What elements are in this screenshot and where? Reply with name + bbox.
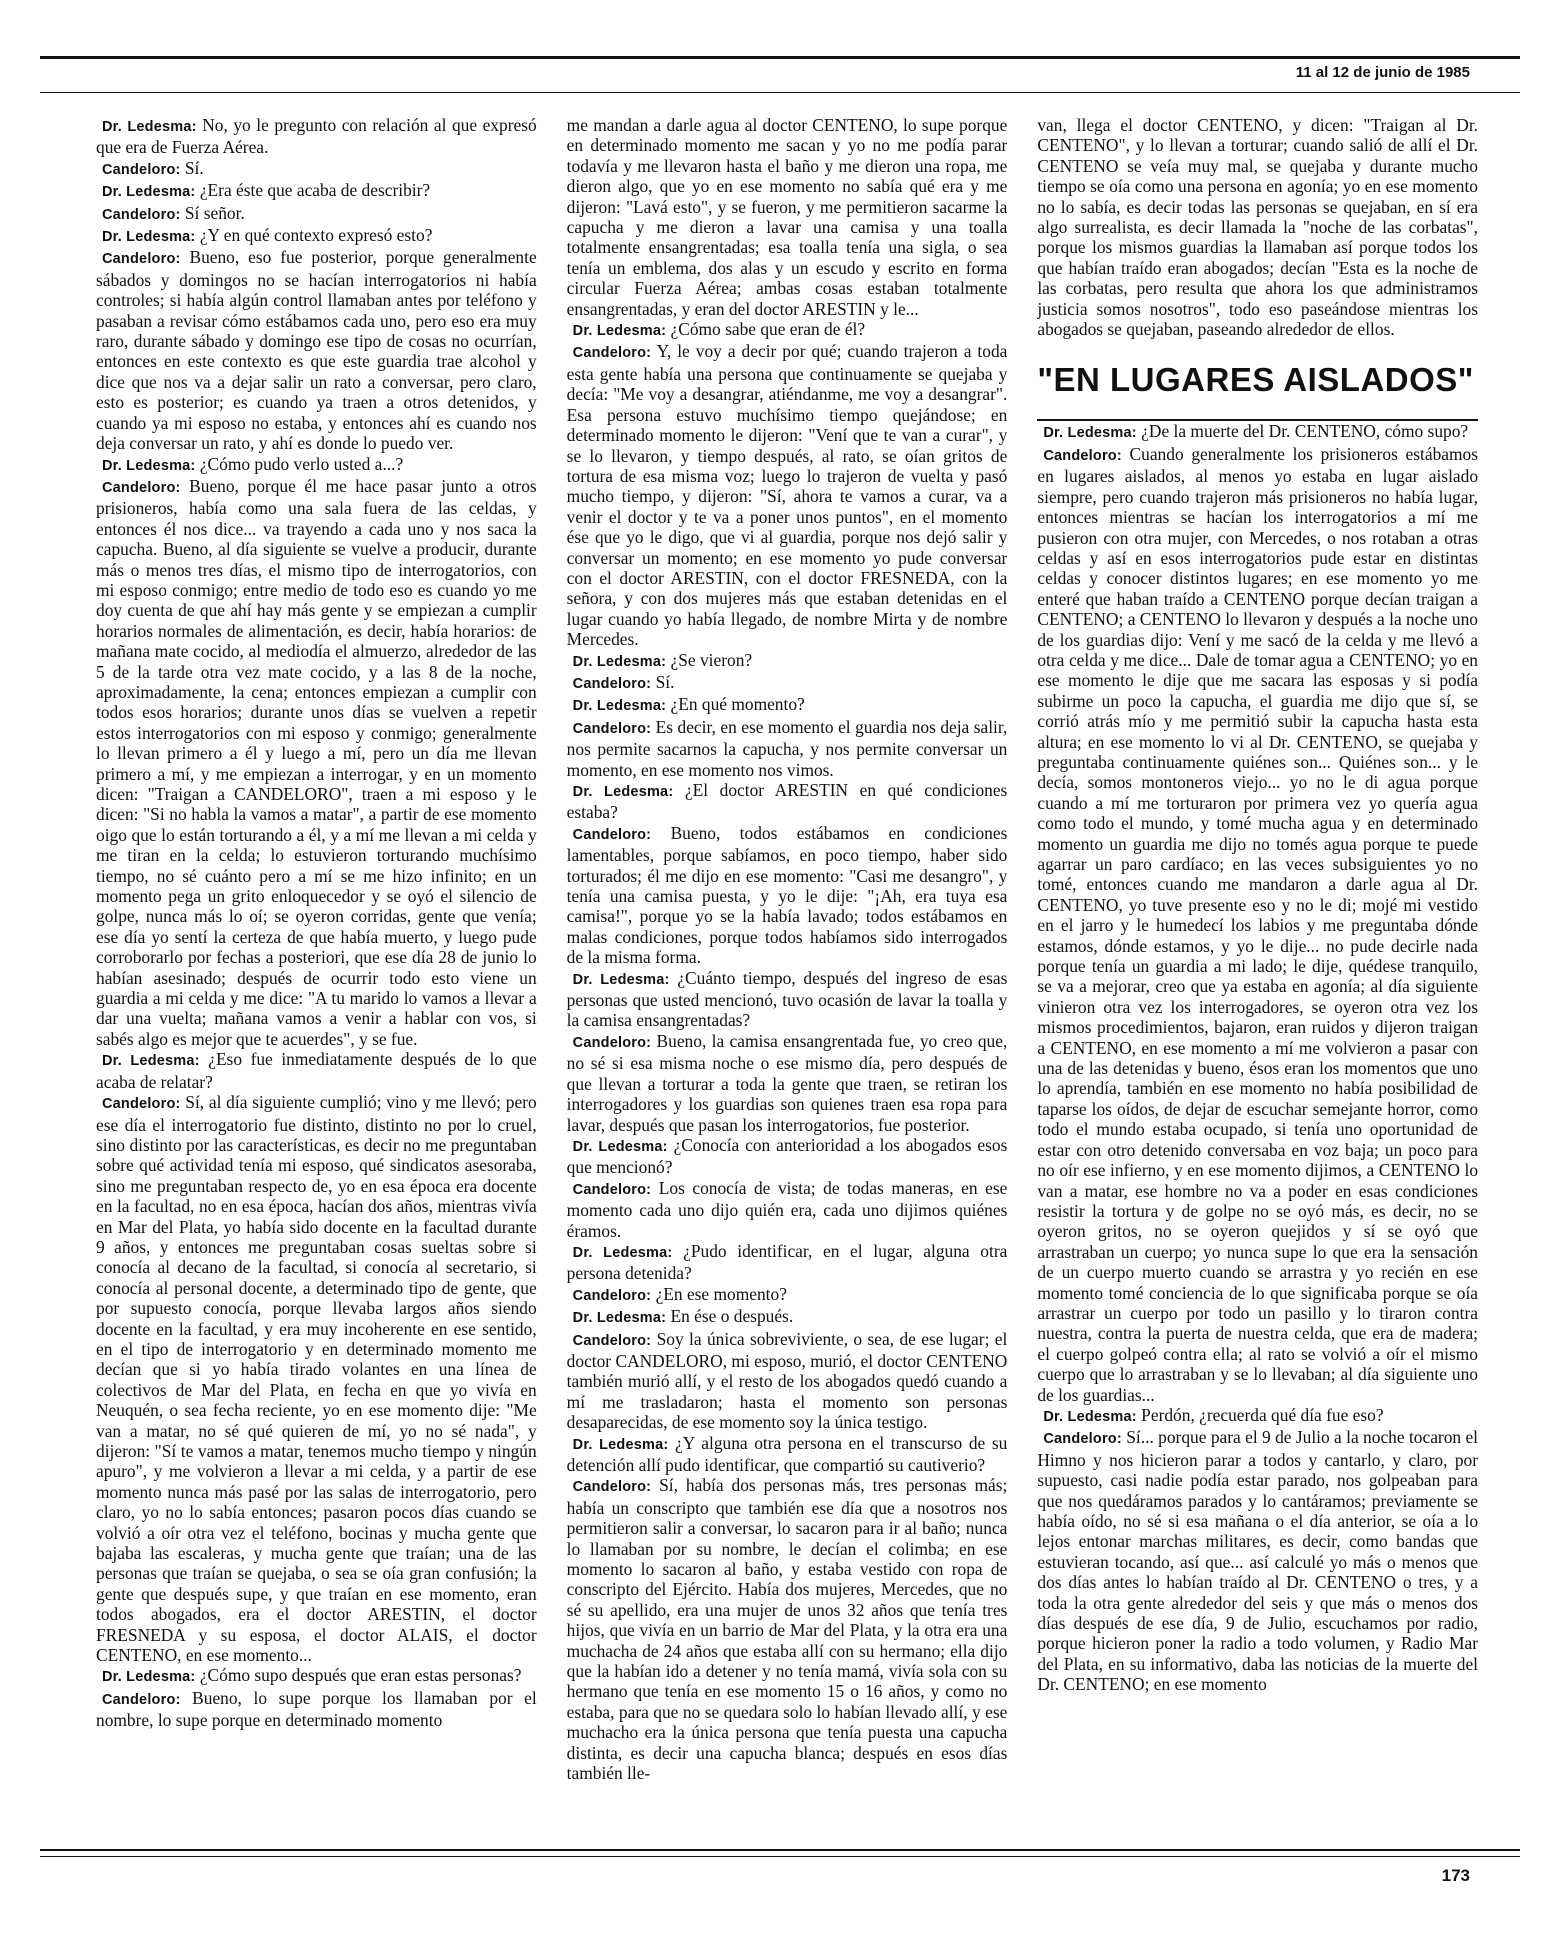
speaker-label: Dr. Ledesma: xyxy=(572,653,667,670)
speaker-label: Dr. Ledesma: xyxy=(102,1669,196,1686)
header-thin-rule xyxy=(40,92,1520,93)
dialogue-text: Bueno, la camisa ensangrentada fue, yo creo que, no sé si esa misma noche o ese mismo día, pero después de que llevan a torturar a toda la gente que traen, se retiran los interrogadores y los guardias son quienes traen esa ropa para lavar, después que pasan los interrogatorios, fue posterior. xyxy=(566,1030,1008,1135)
dialogue-text: Soy la única sobreviviente, o sea, de ese lugar; el doctor CANDELORO, mi esposo, murió, el doctor CENTENO también murió allí, y el resto de los abogados quedó cuando a mí me trasladaron; hasta el momento son personas desaparecidas, de ese momento soy la única testigo. xyxy=(566,1328,1008,1433)
dialogue-paragraph xyxy=(567,115,1008,319)
speaker-label: Candeloro: xyxy=(572,1479,652,1496)
dialogue-text: Bueno, eso fue posterior, porque generalmente sábados y domingos no se hacían interrogatorios ni había controles; si había algún control llamaban antes por teléfono y pasaban a revisar cómo estábamos cada uno, pero eso era muy raro, durante sábado y domingo ese tipo de cosas no ocurrían, entonces en este contexto es que este guardia trae alcohol y dice que nos va a dejar salir un rato a conversar, pero claro, esto es posterior; es cuando ya traen a otros detenidos, y cuando ya mi esposo no estaba, y entonces ahí es cuando nos deja conversar un rato, y ahí es donde lo puedo ver. xyxy=(96,247,537,454)
speaker-label: Candeloro: xyxy=(102,1096,181,1113)
dialogue-text: Bueno, porque él me hace pasar junto a otros prisioneros, había como una sala fuera de las celdas, y entonces él nos dice... va trayendo a cada uno y nos saca la capucha. Bueno, al día siguiente se vuelve a producir, durante más o menos tres días, el mismo tipo de interrogatorios, con mi esposo conmigo; entre medio de todo eso es cuando yo me doy cuenta de que ahí hay más gente y se empiezan a cumplir horarios normales de alimentación, es decir, había horarios: de mañana mate cocido, al mediodía el almuerzo, alrededor de las 5 de la tarde otra vez mate cocido, y a las 8 de la noche, aproximadamente, la cena; entonces empiezan a cumplir con todos esos horarios; durante unos días se vuelven a repetir estos interrogatorios con mi esposo y conmigo; generalmente lo llevan primero a él y luego a mí, pero un día me llevan primero a mí, y me empiezan a interrogar, y en un momento dicen: "Traigan a CANDELORO", traen a mi esposo y le dicen: "Si no habla la vamos a matar", a partir de ese momento oigo que lo están torturando a él, y a mí me llevan a mi celda y me tiran en la celda; lo estuvieron torturando muchísimo tiempo, no sé cuánto pero a mí se me hizo infinito; en un momento pega un grito enloquecedor y se oyó el silencio de golpe, nunca más lo oí; se oyeron corridas, gente que venía; ese día yo sentí la certeza de que había muerto, y luego pude corroborarlo por fechas a posteriori, que ese día 28 de junio lo habían asesinado; después de ocurrir todo esto viene un guardia a mi celda y me dice: "A tu marido lo vamos a llevar a dar una vuelta; mañana vamos a venir a hablar con vos, si sabés algo es mejor que te acuerdes", y se fue. xyxy=(96,475,537,1049)
dialogue-text: Los conocía de vista; de todas maneras, en ese momento cada uno dijo quién era, cada uno dijimos quiénes éramos. xyxy=(566,1177,1008,1241)
dialogue-text: En ése o después. xyxy=(670,1306,794,1327)
dialogue-text: ¿Pudo identificar, en el lugar, alguna otra persona detenida? xyxy=(566,1240,1008,1284)
speaker-label: Candeloro: xyxy=(102,479,181,496)
speaker-label: Candeloro: xyxy=(572,1034,652,1051)
dialogue-text: van, llega el doctor CENTENO, y dicen: "Traigan al Dr. CENTENO", y lo llevan a torturar; cuando salió de allí el Dr. CENTENO se veía muy mal, se quejaba y durante mucho tiempo se oía como una persona en agonía; yo en ese momento no lo sabía, es decir todas las personas se quejaban, en sí era algo surrealista, es decir llamada la "noche de las corbatas", porque los mismos guardias la llamaban así porque todos los que habían traído eran abogados; decían "Esta es la noche de las corbatas, pero resulta que ahora los que administramos justicia somos nosotros", todo eso paseándose mientras los abogados se quejaban, paseando alrededor de ellos. xyxy=(1037,115,1478,340)
dialogue-paragraph xyxy=(567,694,1008,716)
dialogue-text: Bueno, lo supe porque los llamaban por el nombre, lo supe porque en determinado momento xyxy=(96,1687,537,1731)
dialogue-paragraph xyxy=(567,780,1008,823)
dialogue-text: ¿Cómo supo después que eran estas personas? xyxy=(199,1665,522,1686)
dialogue-paragraph xyxy=(96,180,537,202)
dialogue-paragraph xyxy=(567,650,1008,672)
dialogue-paragraph xyxy=(567,1306,1008,1328)
speaker-label: Dr. Ledesma: xyxy=(102,229,196,246)
dialogue-paragraph xyxy=(567,319,1008,341)
speaker-label: Dr. Ledesma: xyxy=(102,457,196,474)
dialogue-paragraph xyxy=(567,1031,1008,1135)
dialogue-text: Sí, al día siguiente cumplió; vino y me llevó; pero ese día el interrogatorio fue distinto, distinto no por lo cruel, sino distinto por las características, es decir no me preguntaban sobre qué actividad tenía mi esposo, qué sindicatos asesoraba, sino me preguntaban respecto de, yo en esa época era docente en la facultad, no en esa época, hacían dos años, mientras vivía en Mar del Plata, yo había sido docente en la facultad durante 9 años, y entonces me preguntaban cosas sueltas sobre si conocía al decano de la facultad, si conocía al secretario, si conocía al personal docente, a determinado tipo de gente, que por supuesto conocía, porque llevaba largos años siendo docente en la facultad, y era muy incoherente en ese sentido, en el tipo de interrogatorio y en determinado momento me decían que si yo había tirado volantes en una línea de colectivos de Mar del Plata, en fecha en que yo vivía en Neuquén, o sea fecha reciente, yo en ese momento dije: "Me van a matar, no sé qué quieren de mí, yo no sé nada", y dijeron: "Sí te vamos a matar, tenemos mucho tiempo y ningún apuro", y me volvieron a llevar a mi celda, y a partir de ese momento nunca más pasé por las salas de interrogatorio, pero claro, yo no lo sabía entonces; pasaron pocos días cuando se volvió a oír otra vez el teléfono, bocinas y mucha gente que bajaba las escaleras, y mucha gente que traían; una de las personas que traían se quejaba, o sea se oía gran confusión; la gente que después supe, y que traían en ese momento, eran todos abogados, era el doctor ARESTIN, el doctor FRESNEDA y su esposa, el doctor ALAIS, el doctor CENTENO, en ese momento... xyxy=(96,1092,537,1666)
dialogue-paragraph xyxy=(567,1433,1008,1476)
dialogue-paragraph xyxy=(567,1475,1008,1783)
dialogue-paragraph xyxy=(1037,421,1478,443)
dialogue-text: Y, le voy a decir por qué; cuando trajeron a toda esta gente había una persona que continuamente se quejaba y decía: "Me voy a desangrar, atiéndanme, me voy a desangrar". Esa persona estuvo muchísimo tiempo quejándose; en determinado momento le dijeron: "Vení que te van a curar", y se lo llevaron, y tiempo después, al rato, se oían gritos de tortura de esa misma voz; luego lo trajeron de vuelta y pasó mucho tiempo, y dijeron: "Sí, ahora te vamos a curar, va a venir el doctor y te va a poner unos puntos", en el momento ése que yo le digo, que vi al guardia, porque nos dejó salir y conversar un momento; en ese momento yo pude conversar con el doctor ARESTIN, con el doctor FRESNEDA, con la señora, y con dos mujeres más que estaban detenidas en el lugar cuando yo había llegado, de nombre Mirta y de nombre Mercedes. xyxy=(566,341,1008,650)
speaker-label: Dr. Ledesma: xyxy=(1043,1408,1137,1425)
dialogue-paragraph xyxy=(567,341,1008,649)
speaker-label: Dr. Ledesma: xyxy=(572,1436,669,1453)
dialogue-paragraph xyxy=(567,672,1008,694)
speaker-label: Dr. Ledesma: xyxy=(102,184,196,201)
dialogue-text: ¿Conocía con anterioridad a los abogados esos que mencionó? xyxy=(566,1134,1008,1178)
speaker-label: Dr. Ledesma: xyxy=(572,698,667,715)
dialogue-text: ¿Cuánto tiempo, después del ingreso de esas personas que usted mencionó, tuvo ocasión de lavar la toalla y la camisa ensangrentadas? xyxy=(566,967,1008,1031)
dialogue-paragraph xyxy=(96,247,537,453)
header-date: 11 al 12 de junio de 1985 xyxy=(1295,64,1470,81)
dialogue-text: ¿Y en qué contexto expresó esto? xyxy=(199,225,433,246)
speaker-label: Candeloro: xyxy=(102,1691,181,1708)
dialogue-text: ¿Se vieron? xyxy=(670,649,753,670)
dialogue-text: me mandan a darle agua al doctor CENTENO, lo supe porque en determinado momento me sacan y yo no me podía parar todavía y me llevaron hasta el baño y me dieron una ropa, me dieron algo, que yo en ese momento no sabía qué era y me dijeron: "Lavá esto", y se fueron, y me permitieron sacarme la capucha y me dieron a lavar una camisa y una toalla totalmente ensangrentadas; esa toalla tenía una sigla, o sea tenía un emblema, dos alas y un escudo y escrito en forma circular Fuerza Aérea; ambas cosas estaban totalmente ensangrentadas, y eran del doctor ARESTIN y le... xyxy=(566,115,1008,319)
section-heading: "EN LUGARES AISLADOS" xyxy=(1037,361,1474,399)
dialogue-text: No, yo le pregunto con relación al que expresó que era de Fuerza Aérea. xyxy=(96,115,537,158)
header-rule xyxy=(40,56,1520,59)
dialogue-text: Sí señor. xyxy=(184,202,245,223)
dialogue-paragraph xyxy=(1037,444,1478,1405)
dialogue-text: Cuando generalmente los prisioneros estábamos en lugares aislados, al menos yo estaba en lugar aislado siempre, pero cuando trajeron más prisioneros no había lugar, entonces mientras se hacían los interrogatorios a mí me pusieron con otra mujer, con Mercedes, o nos rotaban a otras celdas y así en esos interrogatorios pude estar en distintas celdas y conocer distintos lugares; en ese momento yo me enteré que haban traído a CENTENO porque decían traigan a CENTENO; a CENTENO lo llevaron y después a la noche uno de los guardias dijo: Vení y me sacó de la celda y me llevó a otra celda y me dice... Dale de tomar agua a CENTENO; yo en ese momento le dije que me sacara las esposas y si podía subirme un poco la capucha, el guardia me dijo que sí, se corrió atrás mío y me permitió subir la capucha hasta esta altura; en ese momento lo vi al Dr. CENTENO, se quejaba y preguntaba continuamente quiénes son... Quiénes son... y le decía, somos montoneros viejo... yo no le di agua porque cuando a mí me torturaron por primera vez yo quería agua como todo el mundo, y tomé mucha agua y en determinado momento un guardia me dijo no tomés agua porque te puede agarrar un paro cardíaco; en las veces subsiguientes yo no tomé, entonces cuando me mandaron a darle agua al Dr. CENTENO, yo tuve presente eso y no le di; mojé mi vestido en el jarro y le humedecí los labios y me preguntaba dónde estamos, dónde estamos, y yo le dije... no pude decirle nada porque tenía un guardia a mi lado; le dije, quédese tranquilo, se va a mejorar, creo que ya estaba en agonía; al día siguiente vinieron otra vez los interrogadores, se oyeron otra vez los mismos procedimientos, bajaron, eran ruidos y dijeron traigan a CENTENO, en ese momento a mí me volvieron a pasar con una de las detenidas y bueno, ésos eran los momentos que uno lo aprendía, también en ese momento no había posibilidad de taparse los oídos, de dejar de escuchar semejante horror, como todo el mundo estaba ocupado, si tenía uno oportunidad de estar con otro detenido conversaba en voz baja; un poco para no oír ese infierno, y en ese momento dijimos, a CENTENO lo van a matar, ese hombre no va a poder en esas condiciones resistir la tortura y de golpe no se oyó más, es decir, no se oyeron gritos, no se oyeron quejidos y sí se oyó que arrastraban un cuerpo; yo nunca supe lo que era la sensación de un cuerpo muerto cuando se arrastra y yo recién en ese momento tomé conciencia de lo que significaba porque se oía arrastrar un cuerpo por todo un pasillo y lo tiraron contra nuestra, contra la puerta de nuestra celda, que era de madera; el cuerpo golpeó contra ella; al rato se volvió a oír el mismo cuerpo que lo arrastraban y se lo llevaban; al día siguiente uno de los guardias... xyxy=(1037,443,1478,1405)
dialogue-text: ¿Era éste que acaba de describir? xyxy=(199,180,431,201)
speaker-label: Candeloro: xyxy=(102,251,181,268)
dialogue-paragraph xyxy=(96,1665,537,1687)
dialogue-text: ¿Y alguna otra persona en el transcurso de su detención allí pudo identificar, que compartió su cautiverio? xyxy=(566,1432,1008,1475)
dialogue-text: ¿Eso fue inmediatamente después de lo que acaba de relatar? xyxy=(96,1049,537,1092)
dialogue-paragraph xyxy=(96,1049,537,1092)
dialogue-text: Perdón, ¿recuerda qué día fue eso? xyxy=(1141,1404,1384,1425)
speaker-label: Candeloro: xyxy=(1043,447,1122,464)
page-number: 173 xyxy=(1441,1866,1470,1885)
speaker-label: Candeloro: xyxy=(572,720,652,737)
dialogue-paragraph xyxy=(567,1284,1008,1306)
dialogue-paragraph xyxy=(96,225,537,247)
dialogue-text: Es decir, en ese momento el guardia nos deja salir, nos permite sacarnos la capucha, y nos permite conversar un momento, en ese momento nos vimos. xyxy=(566,716,1008,780)
speaker-label: Dr. Ledesma: xyxy=(572,1244,673,1261)
dialogue-text: Sí... porque para el 9 de Julio a la noche tocaron el Himno y nos hicieron parar a todos y cantarlo, y claro, por supuesto, casi nadie podía estar parado, nos golpeaban para que nos quedáramos parados y lo cantáramos; previamente se había oído, no sé si esa mañana o el día anterior, se oía a lo lejos entonar marchas militares, es decir, como bandas que estuvieran tocando, así que... así calculé yo más o menos que dos días antes lo habían traído al Dr. CENTENO o tres, y a toda la otra gente alrededor del seis y que más o menos dos días después de ese día, 9 de Julio, escuchamos por radio, porque hicieron poner la radio a todo volumen, y Radio Mar del Plata, en su informativo, daba las noticias de la muerte del Dr. CENTENO; en ese momento xyxy=(1037,1427,1478,1695)
dialogue-text: ¿En qué momento? xyxy=(670,694,805,715)
speaker-label: Candeloro: xyxy=(1043,1431,1122,1448)
dialogue-paragraph xyxy=(567,1135,1008,1178)
footer-rule xyxy=(40,1849,1520,1851)
text-column-3 xyxy=(1037,115,1478,1845)
speaker-label: Candeloro: xyxy=(572,826,652,843)
dialogue-paragraph xyxy=(96,115,537,158)
dialogue-text: Sí, había dos personas más, tres personas más; había un conscripto que también ese día que a nosotros nos permitieron salir a conversar, lo sacaron para ir al baño; nunca lo llamaban por su nombre, le decían el colimba; en ese momento lo sacaron al baño, y estaba vestido con ropa de conscripto del Ejército. Había dos mujeres, Mercedes, que no sé su apellido, era una mujer de unos 32 años que tenía tres hijos, que vivía en un barrio de Mar del Plata, y la otra era una muchacha de 24 años que estaba allí con su hermano; ella dijo que la habían ido a detener y no tenía mamá, vivía sola con su hermano que tenía en ese momento 15 o 16 años, y como no estaba, para que no se quedara solo lo habían llevado allí, y ese muchacho era la única persona que tenía puesta una capucha distinta, es decir una capucha blanca; después en esos días también lle- xyxy=(566,1475,1008,1784)
footer-thin-rule xyxy=(40,1856,1520,1857)
dialogue-text: ¿Cómo pudo verlo usted a...? xyxy=(199,453,404,474)
dialogue-paragraph xyxy=(96,454,537,476)
dialogue-paragraph xyxy=(1037,1427,1478,1694)
text-column-1 xyxy=(96,115,537,1845)
speaker-label: Dr. Ledesma: xyxy=(102,1053,200,1070)
dialogue-text: ¿En ese momento? xyxy=(655,1283,787,1304)
speaker-label: Dr. Ledesma: xyxy=(572,971,670,988)
dialogue-text: Bueno, todos estábamos en condiciones lamentables, porque sabíamos, en poco tiempo, haber sido torturados; él me dijo en ese momento: "Casi me desangro", y tenía una camisa puesta, y yo le dije: "¡Ah, era tuya esa camisa!", porque yo se la había lavado; todos estábamos en malas condiciones, porque todos habíamos sido interrogados de la misma forma. xyxy=(566,822,1008,968)
speaker-label: Candeloro: xyxy=(572,345,652,362)
dialogue-paragraph xyxy=(96,203,537,225)
speaker-label: Candeloro: xyxy=(572,1181,652,1198)
speaker-label: Candeloro: xyxy=(572,1332,652,1349)
dialogue-text: ¿El doctor ARESTIN en qué condiciones estaba? xyxy=(566,780,1008,823)
dialogue-text: ¿De la muerte del Dr. CENTENO, cómo supo? xyxy=(1141,421,1469,442)
dialogue-paragraph xyxy=(567,1329,1008,1433)
dialogue-text: Sí. xyxy=(184,157,204,178)
speaker-label: Candeloro: xyxy=(572,1287,652,1304)
dialogue-paragraph xyxy=(96,158,537,180)
section-heading-block xyxy=(1037,361,1478,421)
dialogue-paragraph xyxy=(96,1688,537,1731)
dialogue-paragraph xyxy=(1037,1405,1478,1427)
speaker-label: Dr. Ledesma: xyxy=(572,1310,667,1327)
dialogue-paragraph xyxy=(1037,115,1478,339)
dialogue-paragraph xyxy=(96,476,537,1049)
dialogue-text: Sí. xyxy=(655,671,675,692)
speaker-label: Dr. Ledesma: xyxy=(572,784,674,800)
speaker-label: Dr. Ledesma: xyxy=(102,119,197,135)
speaker-label: Candeloro: xyxy=(102,161,181,178)
speaker-label: Candeloro: xyxy=(572,675,652,692)
article-body xyxy=(96,115,1478,1845)
dialogue-paragraph xyxy=(567,968,1008,1031)
dialogue-paragraph xyxy=(567,717,1008,780)
speaker-label: Candeloro: xyxy=(102,206,181,223)
dialogue-text: ¿Cómo sabe que eran de él? xyxy=(670,319,866,340)
speaker-label: Dr. Ledesma: xyxy=(572,323,667,340)
text-column-2 xyxy=(567,115,1008,1845)
speaker-label: Dr. Ledesma: xyxy=(572,1138,668,1155)
dialogue-paragraph xyxy=(96,1092,537,1665)
dialogue-paragraph xyxy=(567,823,1008,968)
speaker-label: Dr. Ledesma: xyxy=(1043,425,1137,442)
dialogue-paragraph xyxy=(567,1241,1008,1284)
dialogue-paragraph xyxy=(567,1178,1008,1241)
